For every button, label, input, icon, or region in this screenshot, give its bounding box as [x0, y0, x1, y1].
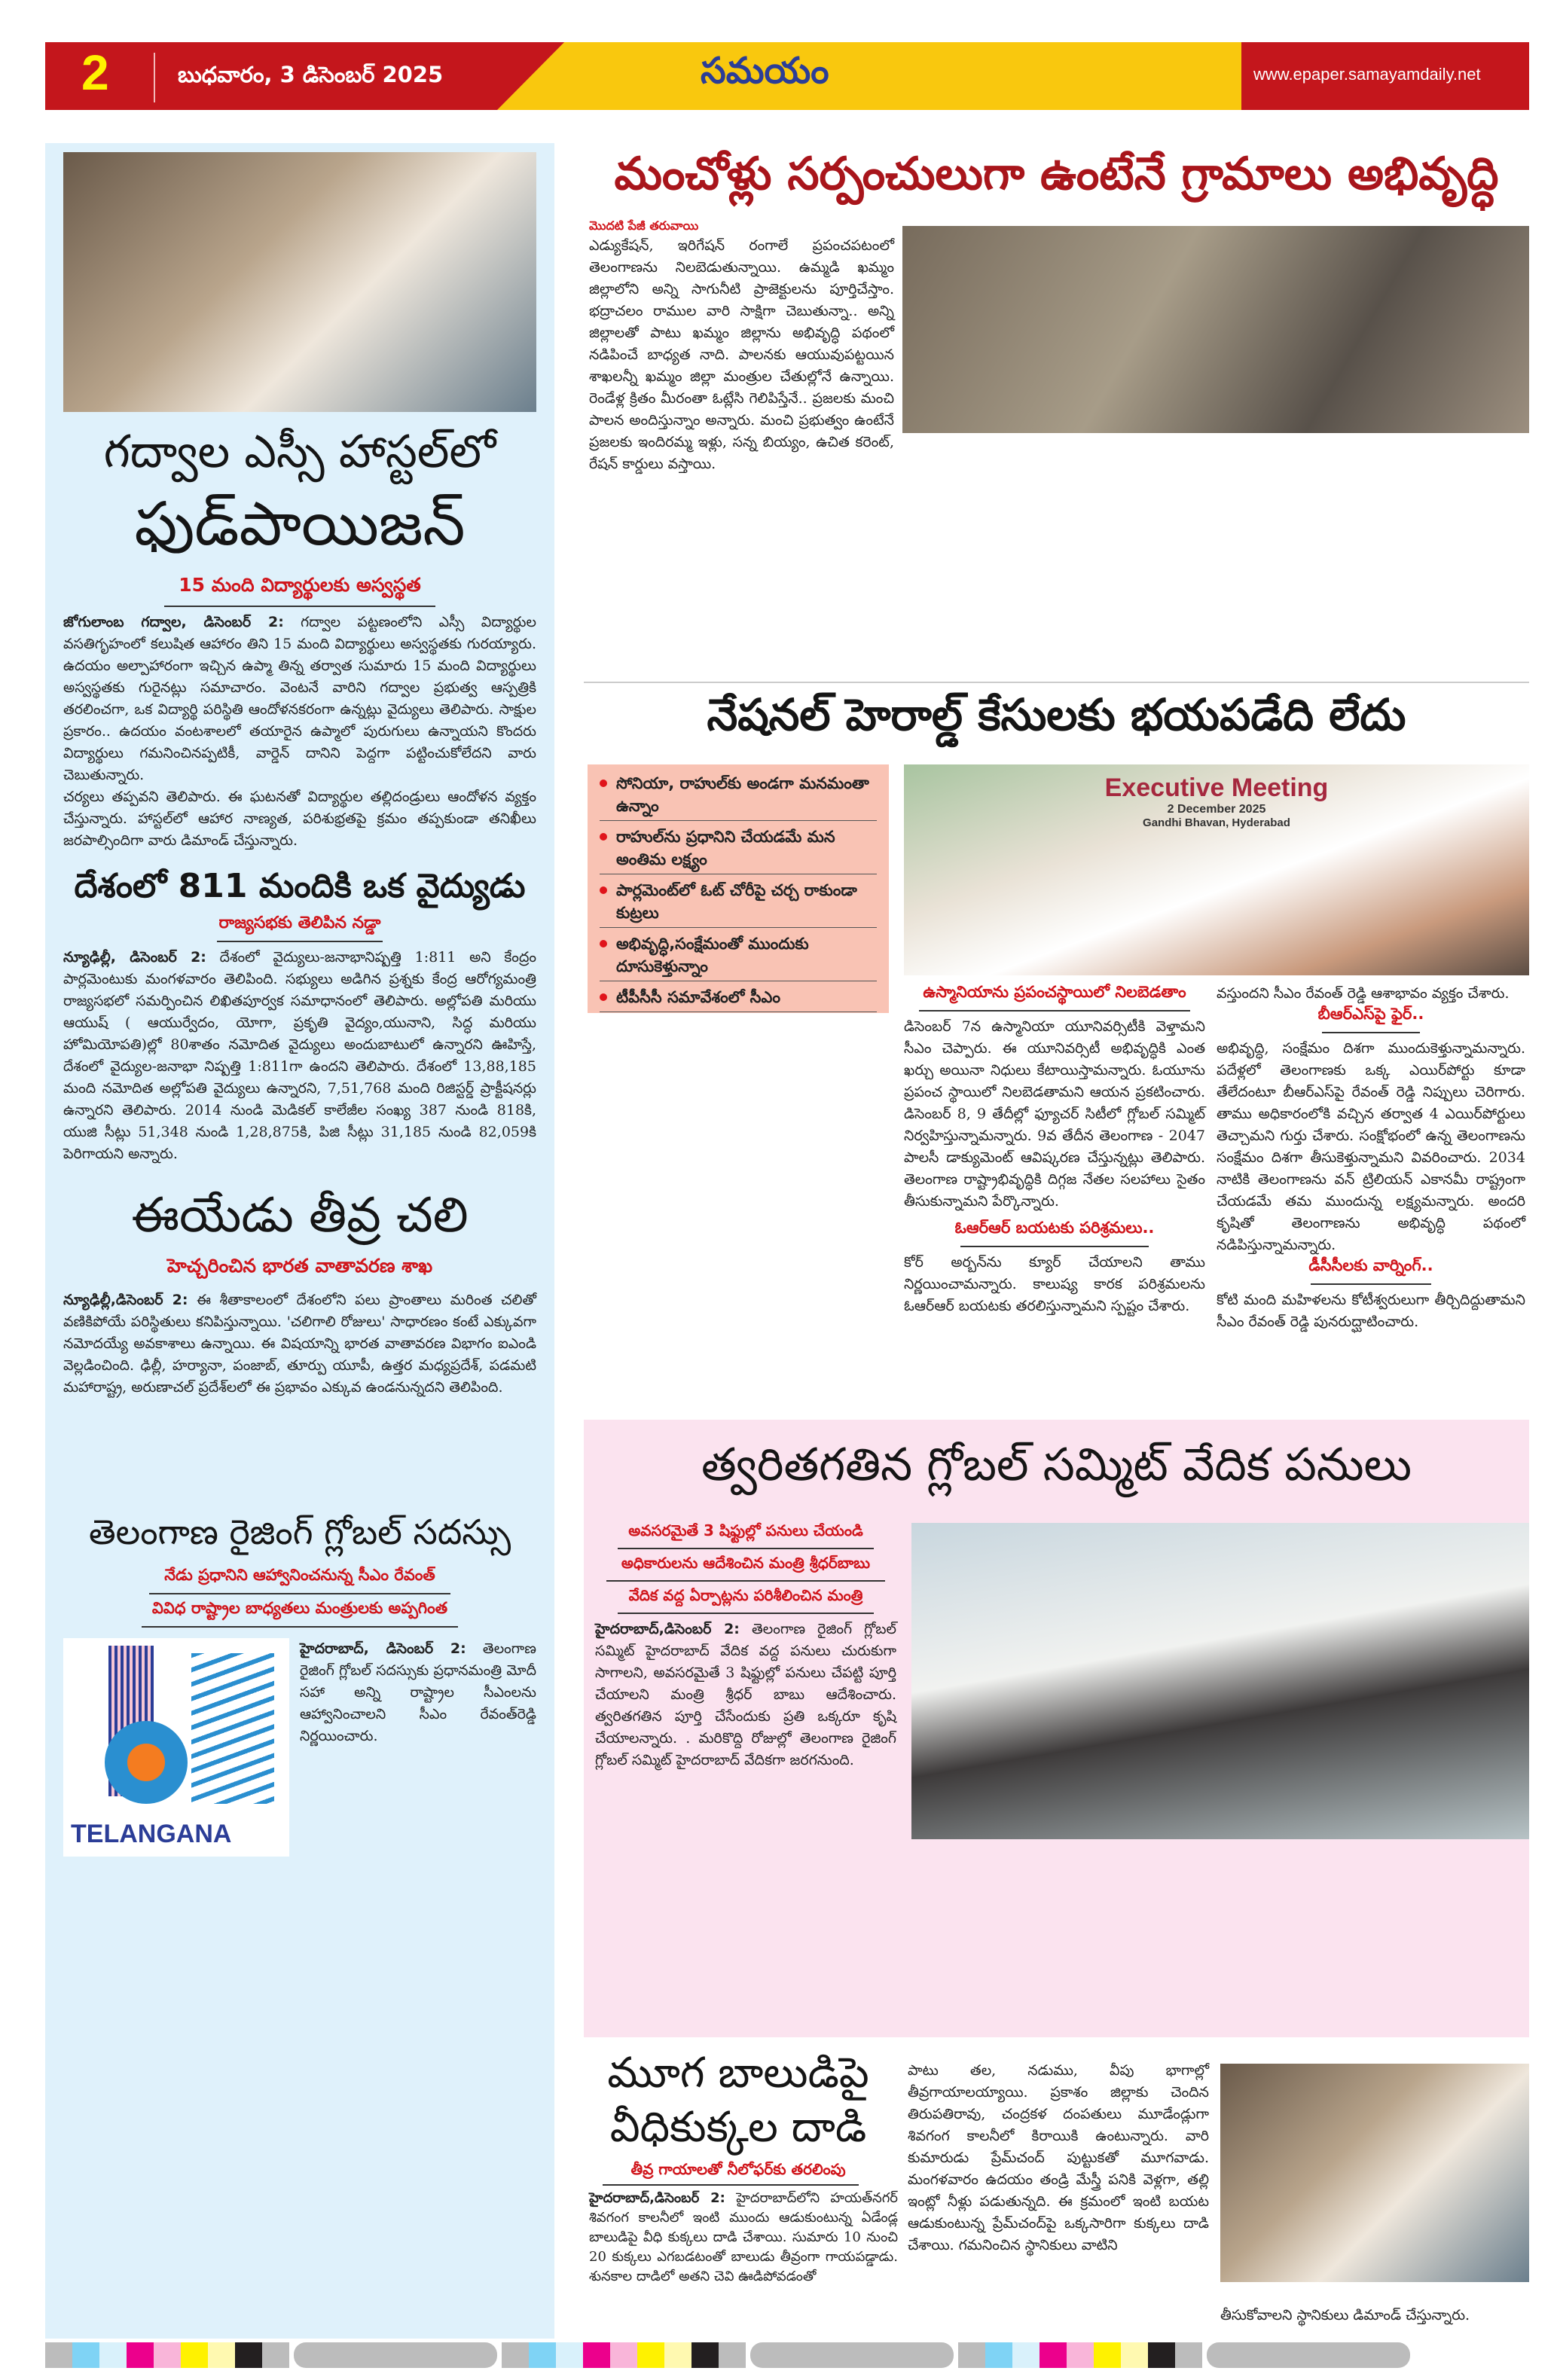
- doctor-subheadline: రాజ్యసభకు తెలిపిన నడ్డా: [218, 914, 381, 932]
- top-body: ఎడ్యుకేషన్, ఇరిగేషన్ రంగాలే ప్రపంచపటంలో తెలంగాణను నిలబెడుతున్నాయి. ఉమ్మడి ఖమ్మం జిల్లాలోని అన్ని సాగునీటి ప్రాజెక్టులను పూర్తిచేస్తాం. భద్రాచలం రాముల వారి సాక్షిగా చెబుతున్నా.. అన్ని జిల్లాలతో పాటు ఖమ్మం జిల్లాను అభివృద్ధి పథంలో నడిపించే బాధ్యత నాది. పాలనకు ఆయువుపట్టయిన శాఖలన్నీ ఖమ్మం జిల్లా మంత్రుల చేతుల్లోనే ఉన్నాయి. రెండేళ్ల క్రితం మీరంతా ఓట్లేసి గెలిపిస్తేనే.. ప్రజలకు మంచి పాలన అందిస్తున్నాం అన్నారు. మంచి ప్రభుత్వం ఉంటేనే ప్రజలకు ఇందిరమ్మ ఇళ్లు, సన్న బియ్యం, ఉచిత కరెంట్, రేషన్ కార్డులు వస్తాయి.: [589, 237, 894, 472]
- summit-sub-2: వివిధ రాష్ట్రాల బాధ్యతలు మంత్రులకు అప్పగింత: [151, 1599, 448, 1617]
- summit-headline: తెలంగాణ రైజింగ్ గ్లోబల్ సదస్సు: [88, 1512, 511, 1552]
- color-swatch: [1121, 2342, 1148, 2368]
- bullet-text: అభివృద్ధి,సంక్షేమంతో ముందుకు దూసుకెళ్తున్నాం: [616, 935, 809, 975]
- food-headline-2: ఫుడ్‌పాయిజన్: [134, 489, 466, 559]
- gray-pill: [294, 2342, 497, 2368]
- brs-body: అభివృద్ధి, సంక్షేమం దిశగా ముందుకెళ్తున్నామన్నారు. పదేళ్లలో తెలంగాణకు ఒక్క ఎయిర్‌పోర్టు కూడా తేలేదంటూ బీఆర్ఎస్‌పై రేవంత్ రెడ్డి నిప్పులు చెరిగారు. తాము అధికారంలోకి వచ్చిన తర్వాత 4 ఎయిర్‌పోర్టులు తెచ్చామని గుర్తు చేశారు. సంక్షోభంలో ఉన్న తెలంగాణను సంక్షేమం దిశగా తీసుకెళ్తున్నామని వివరించారు. 2034 నాటికి తెలంగాణను వన్ ట్రిలియన్ ఎకానమీ రాష్ట్రంగా చేయడమే తమ ముందున్న లక్ష్యమన్నారు. అందరి కృషితో తెలంగాణను అభివృద్ధి పథంలో నడిపిస్తున్నామన్నారు.: [1217, 1040, 1525, 1253]
- doctor-body: దేశంలో వైద్యులు-జనాభానిష్పత్తి 1:811 అని కేంద్రం పార్లమెంటుకు మంగళవారం తెలిపింది. సభ్యులు అడిగిన ప్రశ్నకు కేంద్ర ఆరోగ్యమంత్రి రాజ్యసభలో సమర్పించిన లిఖితపూర్వక సమాధానంలో తెలిపారు. అల్లోపతి మరియు ఆయుష్ ( ఆయుర్వేదం, యోగా, ప్రకృతి వైద్యం,యునాని, సిద్ధ మరియు హోమియోపతి)ల్లో 80శాతం నమోదిత వైద్యులు అందుబాటులో ఉన్నారని ఊహిస్తే, దేశంలో వైద్యుల-జనాభా నిష్పత్తి 1:811గా ఉందని తెలిపారు. దేశంలో 13,88,185 మంది నమోదిత అల్లోపతి వైద్యులు ఉన్నారని, 7,51,768 మంది రిజిస్టర్డ్ ప్రాక్టీషనర్లు ఉన్నారని తెలిపారు. 2014 నుండి మెడికల్ కాలేజీల సంఖ్య 387 నుండి 818కి, యుజి సీట్లు 51,348 నుండి 1,28,875కి, పిజి సీట్లు 31,185 నుండి 82,059కి పెరిగాయని అన్నారు.: [63, 949, 536, 1162]
- food-dateline: జోగులాంబ గద్వాల, డిసెంబర్ 2:: [63, 614, 284, 630]
- herald-right-top: వస్తుందని సీఎం రేవంత్ రెడ్డి ఆశాభావం వ్యక్తం చేశారు.: [1217, 985, 1510, 1002]
- gray-pill: [1207, 2342, 1410, 2368]
- color-swatch: [583, 2342, 610, 2368]
- masthead-logo: సమయం: [701, 50, 829, 92]
- color-swatch: [1067, 2342, 1094, 2368]
- left-column: [45, 143, 554, 2339]
- color-swatch: [691, 2342, 719, 2368]
- global-body: తెలంగాణ రైజింగ్ గ్లోబల్ సమ్మిట్ హైదరాబాద్ వేదిక వద్ద పనులు చురుకుగా సాగాలని, అవసరమైతే 3 షిఫ్టుల్లో పనులు చేపట్టి పూర్తి చేయాలని మంత్రి శ్రీధర్ బాబు ఆదేశించారు. త్వరితగతిన పూర్తి చేసేందుకు ప్రతి ఒక్కరూ కృషి చేయాలన్నారు. . మరికొద్ది రోజుల్లో తెలంగాణ రైజింగ్ గ్లోబల్ సమ్మిట్ హైదరాబాద్ వేదికగా జరగనుంది.: [595, 1621, 896, 1768]
- color-swatch: [502, 2342, 529, 2368]
- doctor-dateline: న్యూఢిల్లీ, డిసెంబర్ 2:: [63, 949, 206, 966]
- bullet-text: రాహుల్‌ను ప్రధానిని చేయడమే మన అంతిమ లక్ష్యం: [616, 828, 835, 868]
- global-headline: త్వరితగతిన గ్లోబల్ సమ్మిట్ వేదిక పనులు: [701, 1439, 1412, 1491]
- color-swatch: [556, 2342, 583, 2368]
- top-kicker: మొదటి పేజీ తరువాయి: [589, 218, 699, 233]
- color-swatch: [1012, 2342, 1040, 2368]
- color-swatch: [127, 2342, 154, 2368]
- food-body-end: చర్యలు తప్పవని తెలిపారు. ఈ ఘటనతో విద్యార్థుల తల్లిదండ్రులు ఆందోళన వ్యక్తం చేస్తున్నారు. హాస్టల్‌లో ఆహార నాణ్యత, పరిశుభ్రతపై క్రమం తప్పకుండా తనిఖీలు జరపాల్సిందిగా వారు డిమాండ్ చేస్తున్నారు.: [63, 789, 536, 849]
- osmania-body: డిసెంబర్ 7న ఉస్మానియా యూనివర్సిటీకి వెళ్తామని సీఎం చెప్పారు. ఈ యూనివర్సిటీ అభివృద్ధికి ఎంత ఖర్చు అయినా నిధులు కేటాయిస్తామన్నారు. ఓయూను ప్రపంచ స్థాయిలో నిలబెడతామని ఆయన ప్రకటించారు. డిసెంబర్ 8, 9 తేదీల్లో ఫ్యూచర్ సిటీలో గ్లోబల్ సమ్మిట్ నిర్వహిస్తున్నామన్నారు. 9వ తేదీన తెలంగాణ - 2047 పాలసీ డాక్యుమెంట్ ఆవిష్కరణ చేస్తున్నట్లు తెలిపారు. తెలంగాణ రాష్ట్రాభివృద్ధికి దిగ్గజ నేతల సలహాలు సైతం తీసుకున్నామని పేర్కొన్నారు.: [904, 1018, 1205, 1210]
- injured-boy-photo: [1220, 2064, 1529, 2282]
- food-subheadline: 15 మంది విద్యార్థులకు అస్వస్థత: [179, 574, 421, 596]
- cold-subheadline: హెచ్చరించిన భారత వాతావరణ శాఖ: [166, 1255, 433, 1277]
- dogs-headline-2: వీధికుక్కల దాడి: [609, 2103, 867, 2152]
- highlight-bullet: [600, 879, 877, 928]
- website-link[interactable]: www.epaper.samayamdaily.net: [1253, 65, 1481, 84]
- banner-date: 2 December 2025: [1167, 803, 1266, 816]
- highlight-bullet: [600, 986, 877, 1012]
- food-headline-1: గద్వాల ఎస్సీ హాస్టల్‌లో: [103, 426, 496, 478]
- color-swatch: [45, 2342, 72, 2368]
- doctor-headline: దేశంలో 811 మందికి ఒక వైద్యుడు: [74, 867, 526, 905]
- bullet-dot-icon: [600, 886, 607, 894]
- bullet-text: టీపీసీసీ సమావేశంలో సీఎం: [616, 988, 781, 1006]
- issue-date: బుధవారం, 3 డిసెంబర్ 2025: [178, 62, 444, 87]
- color-swatch: [529, 2342, 556, 2368]
- global-sub-1: అవసరమైతే 3 షిఫ్టుల్లో పనులు చేయండి: [628, 1521, 863, 1539]
- color-swatch: [154, 2342, 181, 2368]
- global-dateline: హైదరాబాద్,డిసెంబర్ 2:: [595, 1621, 740, 1637]
- food-body: గద్వాల పట్టణంలోని ఎస్సీ విద్యార్థుల వసతిగృహంలో కలుషిత ఆహారం తిని 15 మంది విద్యార్థులు అస్వస్థతకు గురయ్యారు. ఉదయం అల్పాహారంగా ఇచ్చిన ఉప్మా తిన్న తర్వాత సుమారు 15 మంది విద్యార్థులు అస్వస్థతకు గురైనట్లు సమాచారం. వెంటనే వారిని గద్వాల ప్రభుత్వ ఆస్పత్రికి తరలించగా, ఒక విద్యార్థి పరిస్థితి ఆందోళనకరంగా ఉన్నట్లు వైద్యులు తెలిపారు. సాక్షుల ప్రకారం.. ఉదయం వంటశాలలో తయారైన ఉప్మాలో పురుగులు ఉన్నాయని కొందరు విద్యార్థులు గమనించినప్పటికీ, వార్డెన్ దానిని పెద్దగా పట్టించుకోలేదని వారు చెబుతున్నారు.: [63, 614, 536, 783]
- dcc-subheading: డీసీసీలకు వార్నింగ్..: [1308, 1256, 1433, 1274]
- header-center: [497, 42, 1243, 110]
- dogs-body: హైదరాబాద్‌లోని హయత్‌నగర్ శివగంగ కాలనీలో ఇంటి ముందు ఆడుకుంటున్న ఏడేండ్ల బాలుడిపై వీధి కుక్కలు దాడి చేశాయి. సుమారు 10 నుంచి 20 కుక్కలు ఎగబడటంతో బాలుడు తీవ్రంగా గాయపడ్డాడు. శునకాల దాడిలో అతని చెవి ఊడిపోవడంతో: [589, 2190, 898, 2284]
- banner-place: Gandhi Bhavan, Hyderabad: [1143, 816, 1290, 829]
- color-swatch: [235, 2342, 262, 2368]
- executive-meeting-photo: [904, 764, 1529, 975]
- bullet-dot-icon: [600, 940, 607, 947]
- brs-subheading: బీఆర్ఎస్‌పై ఫైర్..: [1317, 1005, 1424, 1023]
- color-swatch: [181, 2342, 208, 2368]
- color-swatch: [1148, 2342, 1175, 2368]
- summit-dateline: హైదరాబాద్, డిసెంబర్ 2:: [300, 1640, 466, 1657]
- herald-highlights-box: [588, 764, 889, 1013]
- dogs-subheadline: తీవ్ర గాయాలతో నీలోఫర్‌కు తరలింపు: [630, 2160, 846, 2178]
- color-swatch: [208, 2342, 235, 2368]
- global-sub-2: అధికారులను ఆదేశించిన మంత్రి శ్రీధర్‌బాబు: [621, 1554, 871, 1572]
- highlight-bullet: [600, 772, 877, 821]
- orr-subheading: ఓఆర్ఆర్ బయటకు పరిశ్రమలు..: [954, 1219, 1155, 1237]
- summit-body: తెలంగాణ రైజింగ్ గ్లోబల్ సదస్సుకు ప్రధానమంత్రి మోదీ సహా అన్ని రాష్ట్రాల సీఎంలను ఆహ్వానించాలని సీఎం రేవంత్‌రెడ్డి నిర్ణయించారు.: [300, 1640, 536, 1744]
- color-swatch: [1175, 2342, 1202, 2368]
- top-headline: మంచోళ్లు సర్పంచులుగా ఉంటేనే గ్రామాలు అభివృద్ధి: [614, 148, 1499, 200]
- summit-sub-1: నేడు ప్రధానిని ఆహ్వానించనున్న సీఎం రేవంత్: [164, 1566, 435, 1584]
- color-swatch: [99, 2342, 127, 2368]
- cold-body: ఈ శీతాకాలంలో దేశంలోని పలు ప్రాంతాలు మరింత చలితో వణికిపోయే పరిస్థితులు కనిపిస్తున్నాయి. 'చలిగాలి రోజులు' సాధారణం కంటే ఎక్కువగా నమోదయ్యే అవకాశాలు ఉన్నాయి. ఈ విషయాన్ని భారత వాతావరణ విభాగం ఐఎండి వెల్లడించింది. ఢిల్లీ, హర్యానా, పంజాబ్, తూర్పు యూపీ, ఉత్తర మధ్యప్రదేశ్, పడమటి మహారాష్ట్ర, అరుణాచల్ ప్రదేశ్‌లలో ఈ ప్రభావం ఎక్కువ ఉండనున్నదని తెలిపింది.: [63, 1292, 537, 1396]
- bullet-dot-icon: [600, 780, 607, 787]
- telangana-logo-text: TELANGANA: [71, 1820, 232, 1848]
- dogs-body-end: తీసుకోవాలని స్థానికులు డిమాండ్ చేస్తున్నారు.: [1220, 2307, 1470, 2324]
- cold-dateline: న్యూఢిల్లీ,డిసెంబర్ 2:: [63, 1292, 188, 1308]
- color-swatch: [610, 2342, 637, 2368]
- color-swatch: [1094, 2342, 1121, 2368]
- color-swatch: [985, 2342, 1012, 2368]
- bullet-dot-icon: [600, 993, 607, 1001]
- gray-pill: [750, 2342, 954, 2368]
- bullet-dot-icon: [600, 833, 607, 841]
- hostel-patients-photo: [63, 152, 536, 412]
- color-swatch: [637, 2342, 664, 2368]
- telangana-rising-logo: [63, 1638, 289, 1857]
- divider: [154, 53, 155, 102]
- color-swatch: [1040, 2342, 1067, 2368]
- osmania-subheading: ఉస్మానియాను ప్రపంచస్థాయిలో నిలబెడతాం: [923, 983, 1186, 1001]
- global-sub-3: వేదిక వద్ద ఏర్పాట్లను పరిశీలించిన మంత్రి: [628, 1586, 863, 1604]
- orr-body: కోర్ అర్బన్‌ను క్యూర్ చేయాలని తాము నిర్ణయించామన్నారు. కాలుష్య కారక పరిశ్రమలను ఓఆర్ఆర్ బయటకు తరలిస్తున్నామని స్పష్టం చేశారు.: [904, 1254, 1205, 1314]
- printer-color-bar: [45, 2342, 1529, 2368]
- dogs-body-2: పాటు తల, నడుము, వీపు భాగాల్లో తీవ్రగాయాలయ్యాయి. ప్రకాశం జిల్లాకు చెందిన తిరుపతిరావు, చంద్రకళ దంపతులు మూడేండ్లుగా శివగంగ కాలనీలో కిరాయికి ఉంటున్నారు. వారి కుమారుడు ప్రేమ్‌చంద్ పుట్టుకతో మూగవాడు. మంగళవారం ఉదయం తండ్రి మేస్త్రీ పనికి వెళ్లగా, తల్లి ఇంట్లో నీళ్లు పడుతున్నది. ఈ క్రమంలో ఇంటి బయట ఆడుకుంటున్న ప్రేమ్‌చంద్‌పై ఒక్కసారిగా కుక్కలు దాడి చేశాయి. గమనించిన స్థానికులు వాటిని: [908, 2062, 1209, 2253]
- herald-headline: నేషనల్ హెరాల్డ్ కేసులకు భయపడేది లేదు: [707, 689, 1406, 740]
- cold-headline: ఈయేడు తీవ్ర చలి: [131, 1188, 469, 1243]
- dcc-body: కోటి మంది మహిళలను కోటీశ్వరులుగా తీర్చిదిద్దుతామని సీఎం రేవంత్ రెడ్డి పునరుద్ఘాటించారు.: [1217, 1292, 1525, 1330]
- color-swatch: [719, 2342, 746, 2368]
- highlight-bullet: [600, 932, 877, 981]
- minister-inspection-photo: [911, 1523, 1529, 1839]
- color-swatch: [72, 2342, 99, 2368]
- page-number: 2: [81, 44, 109, 100]
- leaders-on-stage-photo: [902, 226, 1529, 433]
- highlight-bullet: [600, 825, 877, 874]
- color-swatch: [262, 2342, 289, 2368]
- dogs-dateline: హైదరాబాద్,డిసెంబర్ 2:: [589, 2190, 725, 2206]
- color-swatch: [664, 2342, 691, 2368]
- bullet-text: సోనియా, రాహుల్‌కు అండగా మనమంతా ఉన్నాం: [616, 774, 869, 815]
- dogs-headline-1: మూగ బాలుడిపై: [607, 2049, 869, 2098]
- banner-title: Executive Meeting: [1104, 774, 1329, 802]
- bullet-text: పార్లమెంట్‌లో ఓట్ చోరీపై చర్చ రాకుండా కుట్రలు: [616, 881, 857, 922]
- color-swatch: [958, 2342, 985, 2368]
